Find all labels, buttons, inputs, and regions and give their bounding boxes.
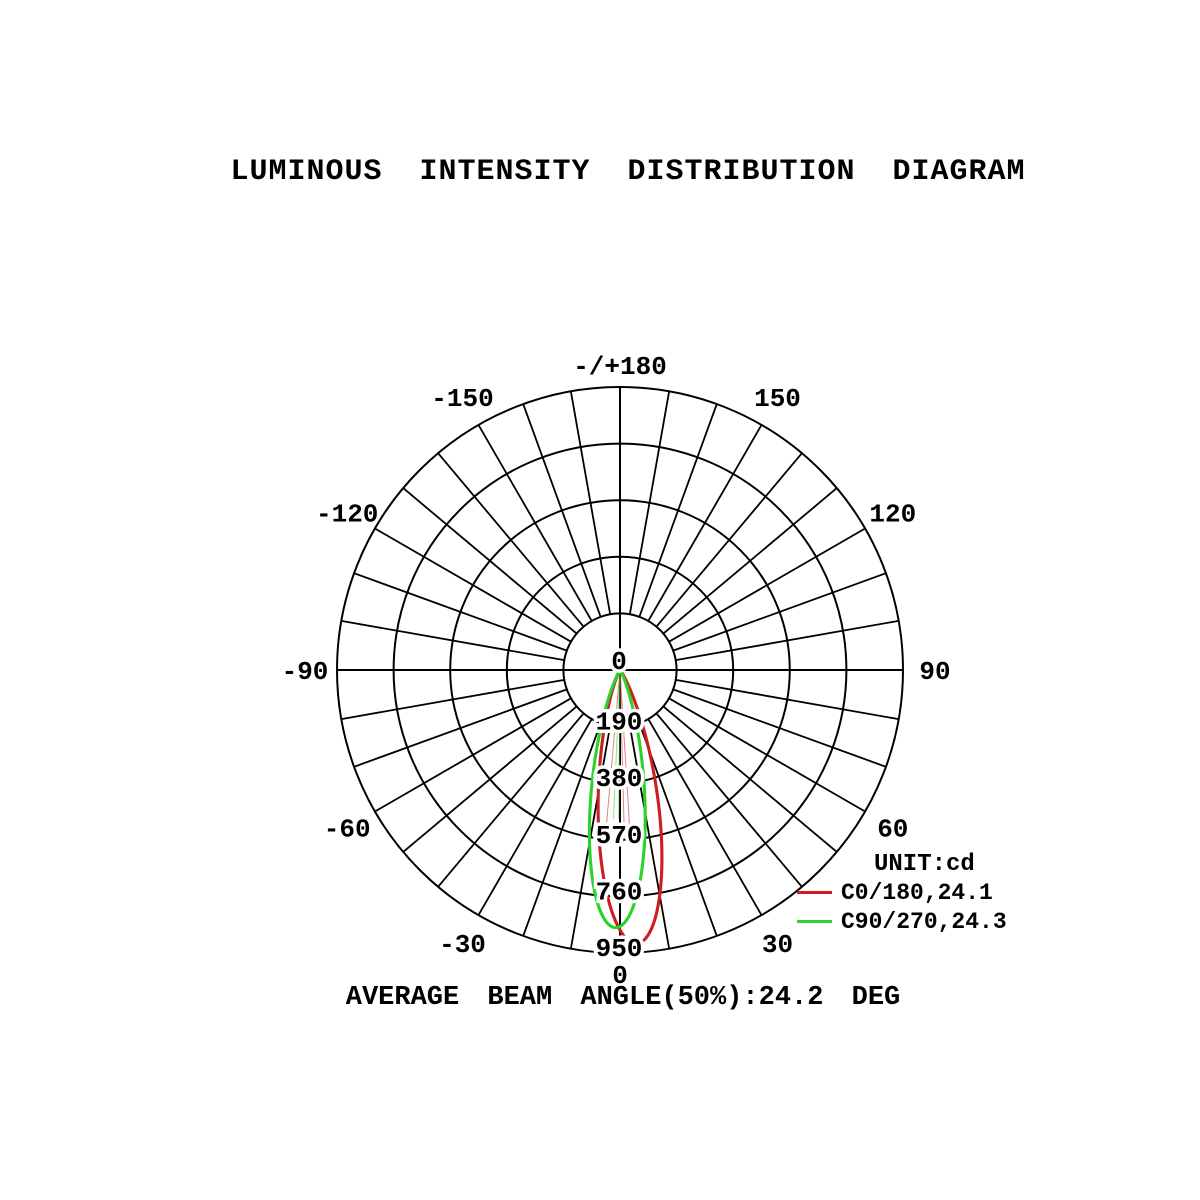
angle-label--30: -30 bbox=[439, 929, 486, 960]
polar-grid-spoke bbox=[676, 680, 899, 719]
angle-label--120: -120 bbox=[315, 499, 379, 530]
angle-label---+180: -/+180 bbox=[573, 352, 667, 382]
legend-swatch-green bbox=[797, 920, 832, 923]
angle-label-150: 150 bbox=[754, 384, 801, 415]
polar-grid-spoke bbox=[354, 573, 567, 650]
polar-grid-spoke bbox=[673, 689, 886, 766]
polar-grid-spoke bbox=[676, 621, 899, 660]
radial-tick-label-760: 760 bbox=[595, 877, 643, 908]
legend-item-label: C90/270,24.3 bbox=[841, 908, 1007, 935]
polar-grid-spoke bbox=[639, 404, 716, 617]
legend-unit-label: UNIT:cd bbox=[874, 851, 975, 878]
angle-label-90: 90 bbox=[919, 657, 951, 687]
angle-label-30: 30 bbox=[761, 929, 794, 960]
radial-tick-label-380: 380 bbox=[595, 764, 643, 795]
polar-grid-spoke bbox=[341, 621, 564, 660]
angle-label--90: -90 bbox=[281, 657, 329, 687]
polar-grid-spoke bbox=[630, 391, 669, 614]
angle-label-60: 60 bbox=[877, 814, 909, 845]
polar-grid-spoke bbox=[571, 391, 610, 614]
legend-item-label: C0/180,24.1 bbox=[841, 879, 993, 906]
beam-angle-caption: AVERAGE BEAM ANGLE(50%):24.2 DEG bbox=[345, 983, 901, 1013]
angle-label-0: 0 bbox=[612, 961, 628, 991]
legend-swatch-red bbox=[797, 891, 832, 894]
polar-grid-spoke bbox=[341, 680, 564, 719]
radial-tick-label-190: 190 bbox=[595, 707, 643, 738]
radial-tick-label-950: 950 bbox=[595, 934, 643, 964]
polar-grid-spoke bbox=[523, 404, 600, 617]
legend-item-c90-270 bbox=[790, 907, 1030, 936]
radial-tick-label-0: 0 bbox=[611, 647, 627, 677]
chart-legend bbox=[790, 852, 1030, 936]
legend-item-c0-180 bbox=[790, 878, 1030, 907]
angle-label-120: 120 bbox=[869, 499, 917, 530]
polar-grid-spoke bbox=[673, 573, 886, 650]
angle-label--60: -60 bbox=[323, 814, 371, 845]
page-title: LUMINOUS INTENSITY DISTRIBUTION DIAGRAM bbox=[230, 155, 1026, 189]
polar-grid-spoke bbox=[354, 689, 567, 766]
angle-label--150: -150 bbox=[431, 384, 494, 415]
radial-tick-label-570: 570 bbox=[595, 820, 643, 851]
